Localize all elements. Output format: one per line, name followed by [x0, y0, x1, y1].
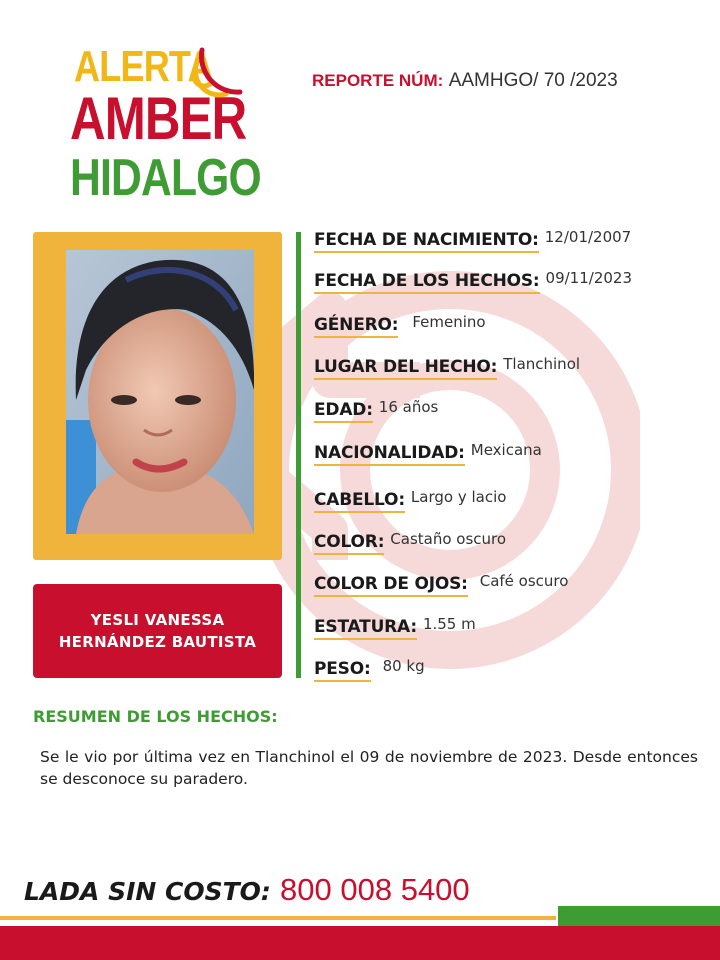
field-height	[314, 615, 476, 637]
field-label: COLOR:	[314, 532, 384, 555]
field-label: NACIONALIDAD:	[314, 443, 465, 466]
field-value: 09/11/2023	[545, 269, 632, 287]
footer-yellow-bar	[0, 916, 556, 920]
field-value: 12/01/2007	[544, 228, 632, 246]
field-event-location	[314, 355, 580, 377]
field-value: Femenino	[412, 313, 486, 331]
summary-text: Se le vio por última vez en Tlanchinol el 09 de noviembre de 2023. Desde entonces se desconoce su paradero.	[40, 748, 698, 788]
hotline-number[interactable]: 800 008 5400	[280, 872, 470, 907]
field-value: Café oscuro	[479, 572, 569, 590]
field-nationality	[314, 441, 542, 463]
field-color	[314, 530, 506, 552]
green-divider	[296, 232, 301, 678]
field-label: CABELLO:	[314, 490, 405, 513]
field-value: Tlanchinol	[503, 355, 581, 373]
summary-title: RESUMEN DE LOS HECHOS:	[33, 707, 278, 726]
footer-green-bar	[558, 906, 720, 926]
field-value: Mexicana	[470, 441, 542, 459]
field-birth-date	[314, 228, 631, 250]
field-label: FECHA DE LOS HECHOS:	[314, 271, 540, 294]
field-label: PESO:	[314, 659, 371, 682]
report-number	[312, 70, 618, 92]
person-last-names: HERNÁNDEZ BAUTISTA	[58, 633, 257, 651]
field-hair	[314, 488, 506, 510]
field-eye-color	[314, 572, 568, 594]
logo-alerta-text: ALERTA	[74, 42, 213, 91]
field-value: 1.55 m	[422, 615, 476, 633]
field-label: LUGAR DEL HECHO:	[314, 357, 497, 380]
missing-person-photo	[66, 250, 254, 534]
person-first-names: YESLI VANESSA	[90, 611, 225, 629]
hotline	[24, 872, 470, 908]
field-weight	[314, 657, 425, 679]
field-label: COLOR DE OJOS:	[314, 574, 468, 597]
field-value: 16 años	[378, 398, 439, 416]
field-value: Largo y lacio	[410, 488, 507, 506]
report-value: AAMHGO/ 70 /2023	[448, 70, 618, 91]
field-value: Castaño oscuro	[390, 530, 507, 548]
field-label: EDAD:	[314, 400, 373, 423]
field-value: 80 kg	[382, 657, 425, 675]
logo-hidalgo-text: HIDALGO	[70, 149, 261, 207]
report-label: REPORTE NÚM:	[312, 71, 444, 90]
logo-amber-text: AMBER	[70, 85, 247, 152]
hotline-label: LADA SIN COSTO:	[24, 877, 271, 906]
field-label: GÉNERO:	[314, 315, 398, 338]
signal-waves-icon	[188, 46, 244, 106]
footer-red-bar	[0, 926, 720, 960]
field-event-date	[314, 269, 632, 291]
person-name-box	[33, 584, 282, 678]
field-label: ESTATURA:	[314, 617, 417, 640]
field-gender	[314, 313, 486, 335]
field-label: FECHA DE NACIMIENTO:	[314, 230, 539, 253]
field-age	[314, 398, 438, 420]
